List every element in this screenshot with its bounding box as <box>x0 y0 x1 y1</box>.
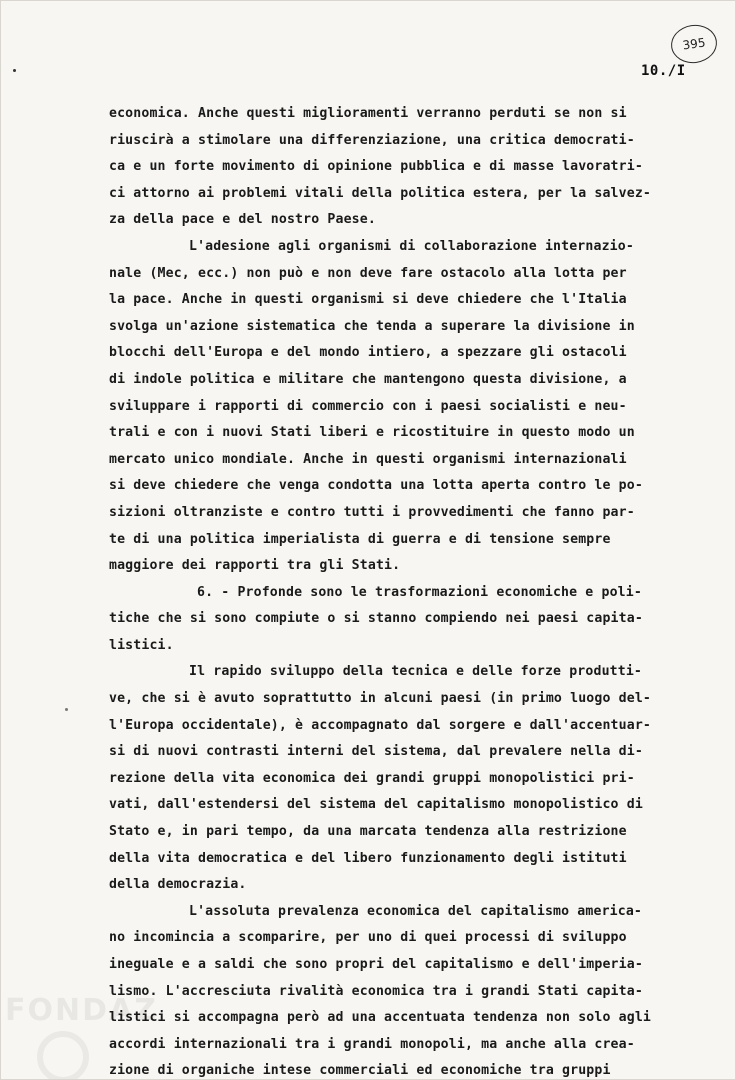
text-line: svolga un'azione sistematica che tenda a superare la divisione in <box>109 318 635 334</box>
text-line: lismo. L'accresciuta rivalità economica tra i grandi Stati capita- <box>109 983 643 999</box>
page-number: 10./I <box>641 63 686 79</box>
text-line: za della pace e del nostro Paese. <box>109 212 376 228</box>
text-line: Stato e, in pari tempo, da una marcata tendenza alla restrizione <box>109 824 627 840</box>
text-line: della democrazia. <box>109 877 247 893</box>
text-line: no incomincia a scomparire, per uno di quei processi di sviluppo <box>109 930 627 946</box>
text-line: listici. <box>109 637 174 653</box>
text-line: sviluppare i rapporti di commercio con i paesi socialisti e neu- <box>109 398 627 414</box>
typed-body-text <box>109 101 709 1080</box>
text-line: ci attorno ai problemi vitali della politica estera, per la salvez- <box>109 185 651 201</box>
text-line: te di una politica imperialista di guerra e di tensione sempre <box>109 531 611 547</box>
text-line: mercato unico mondiale. Anche in questi organismi internazionali <box>109 451 627 467</box>
stamp-number: 395 <box>681 35 707 53</box>
text-line: tiche che si sono compiute o si stanno compiendo nei paesi capita- <box>109 611 643 627</box>
text-line: l'Europa occidentale), è accompagnato dal sorgere e dall'accentuar- <box>109 717 651 733</box>
text-line: ca e un forte movimento di opinione pubblica e di masse lavoratri- <box>109 159 643 175</box>
archive-stamp <box>669 22 720 66</box>
watermark-mark <box>37 1031 89 1080</box>
text-line: la pace. Anche in questi organismi si deve chiedere che l'Italia <box>109 292 627 308</box>
text-line: di indole politica e militare che mantengono questa divisione, a <box>109 371 627 387</box>
text-line: si deve chiedere che venga condotta una lotta aperta contro le po- <box>109 478 643 494</box>
text-line: accordi internazionali tra i grandi monopoli, ma anche alla crea- <box>109 1036 635 1052</box>
text-line: economica. Anche questi miglioramenti verranno perduti se non si <box>109 106 627 121</box>
paragraph-start-line: Il rapido sviluppo della tecnica e delle forze produtti- <box>189 664 643 680</box>
text-line: vati, dall'estendersi del sistema del capitalismo monopolistico di <box>109 797 643 813</box>
text-line: sizioni oltranziste e contro tutti i provvedimenti che fanno par- <box>109 504 635 520</box>
ink-speck <box>65 708 68 711</box>
text-line: listici si accompagna però ad una accentuata tendenza non solo agli <box>109 1010 651 1026</box>
text-line: della vita democratica e del libero funzionamento degli istituti <box>109 850 627 866</box>
section-heading-line: 6. - Profonde sono le trasformazioni economiche e poli- <box>197 584 642 600</box>
text-line: riuscirà a stimolare una differenziazione, una critica democrati- <box>109 132 635 148</box>
text-line: zione di organiche intese commerciali ed economiche tra gruppi <box>109 1063 611 1079</box>
paragraph-start-line: L'adesione agli organismi di collaborazione internazio- <box>189 238 634 254</box>
text-line: ineguale e a saldi che sono propri del capitalismo e dell'imperia- <box>109 957 643 972</box>
text-line: blocchi dell'Europa e del mondo intiero, a spezzare gli ostacoli <box>109 345 627 361</box>
ink-speck <box>13 69 16 72</box>
text-line: trali e con i nuovi Stati liberi e ricostituire in questo modo un <box>109 425 635 441</box>
text-line: nale (Mec, ecc.) non può e non deve fare ostacolo alla lotta per <box>109 265 627 281</box>
watermark-logo: FONDAZ <box>5 993 158 1028</box>
paragraph-start-line: L'assoluta prevalenza economica del capitalismo america- <box>189 903 643 919</box>
text-line: maggiore dei rapporti tra gli Stati. <box>109 558 401 574</box>
text-line: rezione della vita economica dei grandi gruppi monopolistici pri- <box>109 770 635 786</box>
text-line: si di nuovi contrasti interni del sistema, dal prevalere nella di- <box>109 744 643 760</box>
text-line: ve, che si è avuto soprattutto in alcuni paesi (in primo luogo del- <box>109 691 651 707</box>
